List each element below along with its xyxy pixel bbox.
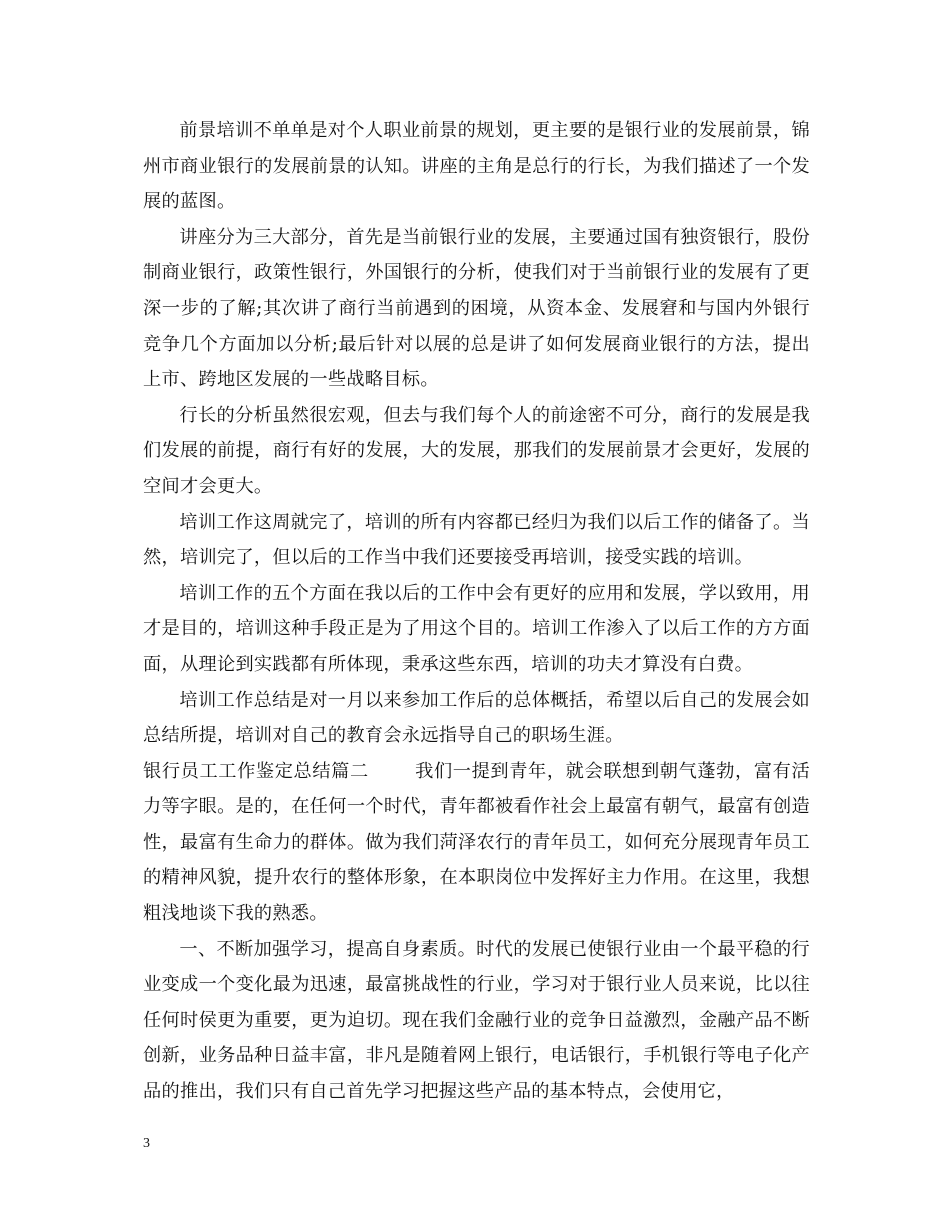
- paragraph: 讲座分为三大部分，首先是当前银行业的发展，主要通过国有独资银行，股份制商业银行，政策性银行，外国银行的分析，使我们对于当前银行业的发展有了更深一步的了解;其次讲了商行当前遇到的困境，从资本金、发展窘和与国内外银行竞争几个方面加以分析;最后针对以展的总是讲了如何发展商业银行的方法，提出上市、跨地区发展的一些战略目标。: [143, 226, 810, 391]
- paragraph: 前景培训不单单是对个人职业前景的规划，更主要的是银行业的发展前景，锦州市商业银行的发展前景的认知。讲座的主角是总行的行长，为我们描述了一个发展的蓝图。: [143, 120, 810, 213]
- section-paragraph: [143, 754, 810, 932]
- paragraph: 培训工作的五个方面在我以后的工作中会有更好的应用和发展，学以致用，用才是目的，培训这种手段正是为了用这个目的。培训工作渗入了以后工作的方方面面，从理论到实践都有所体现，秉承这些东西，培训的功夫才算没有白费。: [143, 582, 810, 675]
- section-heading: 银行员工工作鉴定总结篇二: [143, 760, 369, 782]
- paragraph: 行长的分析虽然很宏观，但去与我们每个人的前途密不可分，商行的发展是我们发展的前提，商行有好的发展，大的发展，那我们的发展前景才会更好，发展的空间才会更大。: [143, 404, 810, 497]
- paragraph: 培训工作总结是对一月以来参加工作后的总体概括，希望以后自己的发展会如总结所提，培训对自己的教育会永远指导自己的职场生涯。: [143, 689, 810, 747]
- section-intro: 我们一提到青年，就会联想到朝气蓬勃，富有活力等字眼。是的，在任何一个时代，青年都被看作社会上最富有朝气，最富有创造性，最富有生命力的群体。做为我们菏泽农行的青年员工，如何充分展现青年员工的精神风貌，提升农行的整体形象，在本职岗位中发挥好主力作用。在这里，我想粗浅地谈下我的熟悉。: [143, 760, 810, 925]
- page-number: 3: [143, 1136, 150, 1151]
- paragraph: 一、不断加强学习，提高自身素质。时代的发展已使银行业由一个最平稳的行业变成一个变化最为迅速，最富挑战性的行业，学习对于银行业人员来说，比以往任何时侯更为重要，更为迫切。现在我们金融行业的竞争日益激烈，金融产品不断创新，业务品种日益丰富，非凡是随着网上银行，电话银行，手机银行等电子化产品的推出，我们只有自己首先学习把握这些产品的基本特点，会使用它，: [143, 938, 810, 1103]
- document-body: [143, 113, 810, 1110]
- paragraph: 培训工作这周就完了，培训的所有内容都已经归为我们以后工作的储备了。当然，培训完了，但以后的工作当中我们还要接受再培训，接受实践的培训。: [143, 511, 810, 569]
